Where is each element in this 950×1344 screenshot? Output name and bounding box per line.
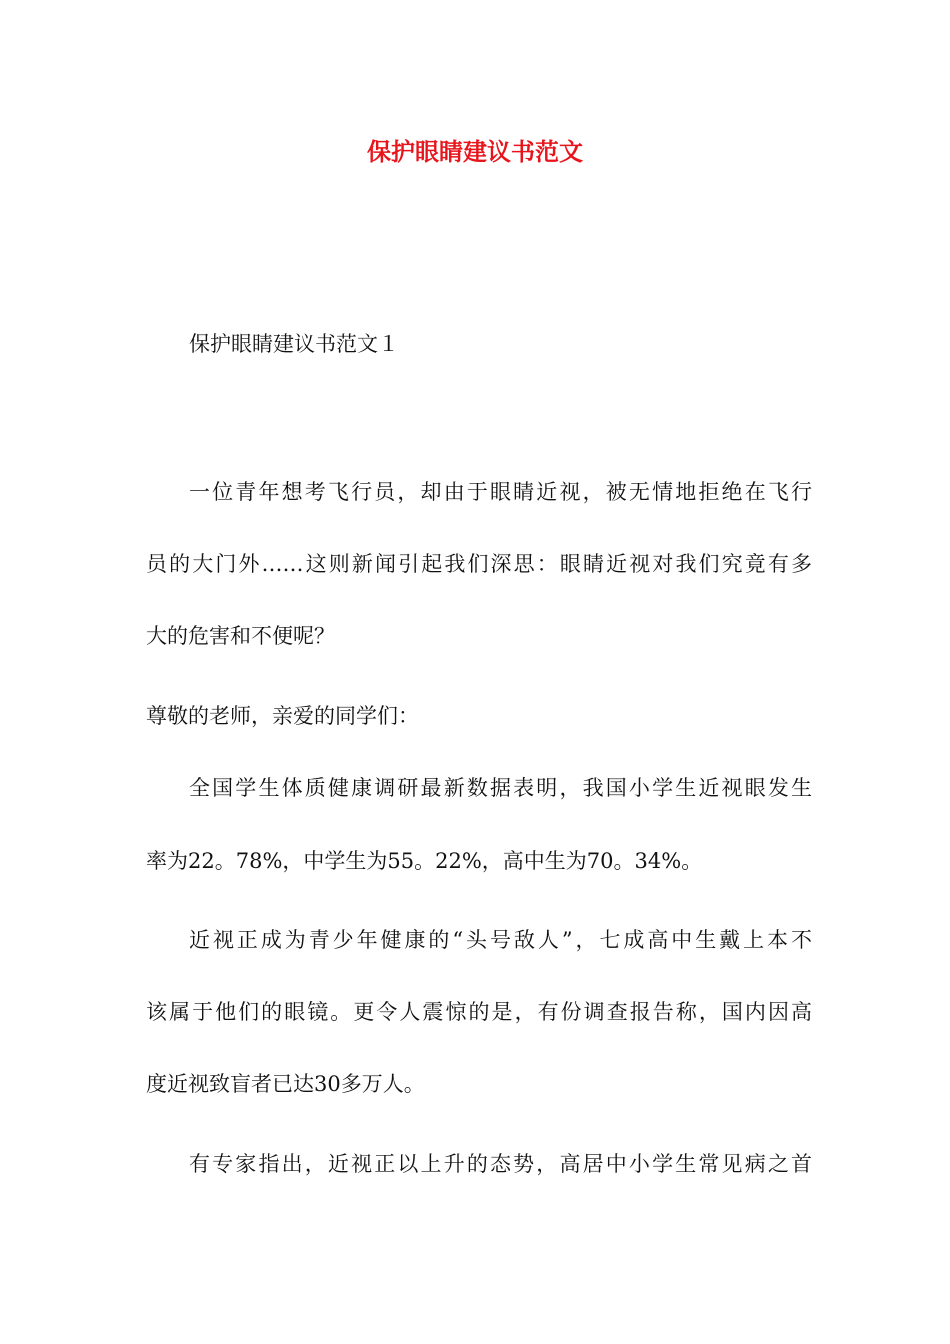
document-title: 保护眼睛建议书范文 <box>367 137 583 166</box>
paragraph-line: 率为22。78%，中学生为55。22%，高中生为70。34%。 <box>146 849 703 873</box>
paragraph-line: 全国学生体质健康调研最新数据表明，我国小学生近视眼发生 <box>189 776 812 800</box>
section-heading: 保护眼睛建议书范文１ <box>189 332 399 356</box>
paragraph-line: 大的危害和不便呢？ <box>146 624 335 648</box>
paragraph-line: 度近视致盲者已达30多万人。 <box>146 1072 425 1096</box>
paragraph-line: 员的大门外……这则新闻引起我们深思：眼睛近视对我们究竟有多 <box>146 552 812 576</box>
paragraph-line: 近视正成为青少年健康的“头号敌人”，七成高中生戴上本不 <box>189 928 812 952</box>
paragraph-line: 有专家指出，近视正以上升的态势，高居中小学生常见病之首 <box>189 1152 812 1176</box>
paragraph-line: 一位青年想考飞行员，却由于眼睛近视，被无情地拒绝在飞行 <box>189 480 812 504</box>
salutation: 尊敬的老师，亲爱的同学们： <box>146 704 419 728</box>
paragraph-line: 该属于他们的眼镜。更令人震惊的是，有份调查报告称，国内因高 <box>146 1000 812 1024</box>
